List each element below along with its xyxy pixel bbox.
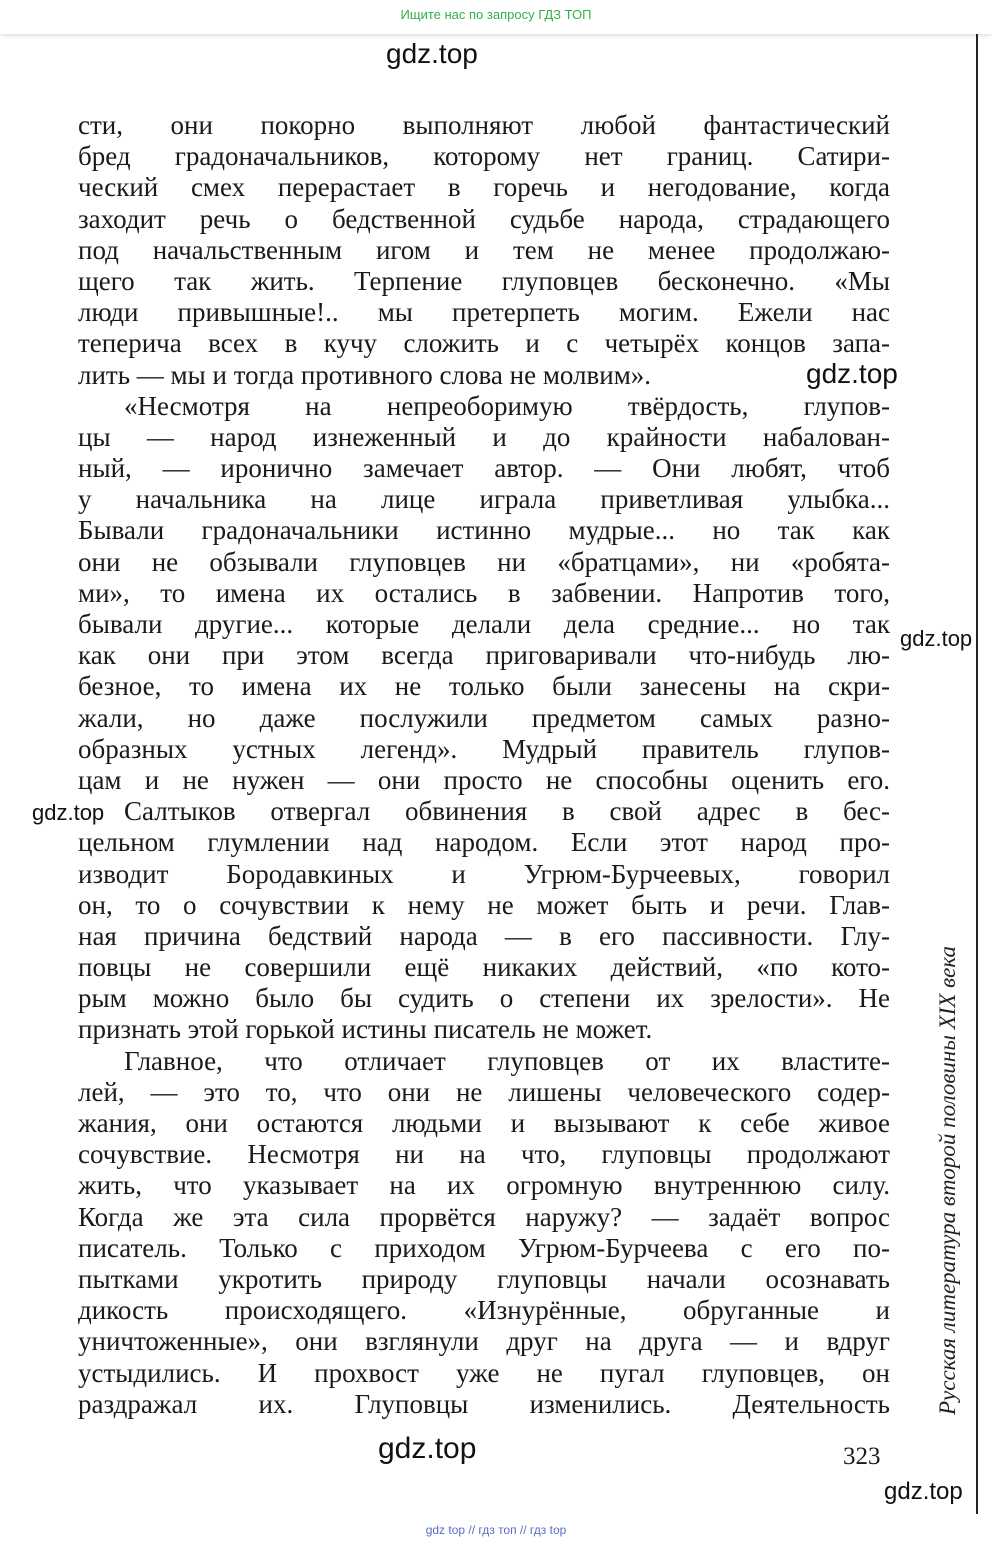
text-line: писатель. Только с приходом Угрюм-Бурчеева с его по-	[78, 1232, 890, 1263]
text-line: жания, они остаются людьми и вызывают к себе живое	[78, 1108, 890, 1138]
text-line: под начальственным игом и тем не менее продолжаю-	[78, 234, 890, 265]
text-line: Главное, что отличает глуповцев от их властите-	[124, 1045, 890, 1076]
text-line: цельном глумлении над народом. Если этот народ про-	[78, 827, 890, 858]
text-line: устыдились. И прохвост уже не пугал глуповцев, он	[78, 1357, 890, 1388]
text-line: ми», то имена их остались в забвении. Напротив того,	[78, 577, 890, 608]
text-line: они не обзывали глуповцев ни «братцами», ни «робята-	[78, 546, 890, 577]
text-line: жали, но даже послужили предметом самых разно-	[78, 702, 890, 733]
watermark-bottom: gdz.top	[378, 1432, 477, 1465]
watermark-inline: gdz.top	[806, 358, 898, 389]
text-line: люди привышные!.. мы претерпеть могим. Ежели нас	[78, 297, 890, 328]
text-line: как они при этом всегда приговаривали что-нибудь лю-	[78, 640, 890, 671]
text-line: цы — народ изнеженный и до крайности набалован-	[78, 421, 890, 452]
watermark-margin-right: gdz.top	[900, 626, 973, 651]
text-line: Бывали градоначальники истинно мудрые... но так как	[78, 515, 890, 546]
text-line: безное, то имена их не только были занесены на скри-	[78, 671, 890, 702]
top-banner	[0, 0, 992, 34]
text-line: теперича всех в кучу сложить и с четырёх концов запа-	[78, 328, 890, 359]
text-line: признать этой горькой истины писатель не может.	[78, 1014, 653, 1045]
page-number: 323	[843, 1443, 881, 1470]
text-line: он, то о сочувствии к нему не может быть и речи. Глав-	[78, 889, 890, 920]
text-line: дикость происходящего. «Изнурённые, обруганные и	[78, 1295, 890, 1326]
text-line: сочувствие. Несмотря ни на что, глуповцы продолжают	[78, 1139, 890, 1170]
text-line: жить, что указывает на их огромную внутреннюю силу.	[78, 1170, 890, 1201]
text-line: пытками укротить природу глуповцы начали осознавать	[78, 1263, 890, 1294]
footer-links[interactable]: gdz top // гдз топ // гдз top	[425, 1523, 567, 1537]
page-edge-rule	[976, 34, 978, 1514]
watermark-top: gdz.top	[386, 38, 478, 69]
text-line: у начальника на лице играла приветливая улыбка...	[78, 484, 890, 515]
search-hint-link[interactable]: Ищите нас по запросу ГДЗ ТОП	[400, 7, 592, 22]
text-line: рым можно было бы судить о степени их зрелости». Не	[78, 983, 890, 1014]
watermark-margin-left: gdz.top	[32, 800, 105, 825]
text-line: бред градоначальников, которому нет границ. Сатири-	[78, 141, 890, 172]
text-line: ная причина бедствий народа — в его пассивности. Глу-	[78, 920, 890, 951]
text-line: ческий смех перерастает в горечь и негодование, когда	[78, 172, 890, 203]
text-line: «Несмотря на непреоборимую твёрдость, глупов-	[124, 390, 890, 421]
text-line: щего так жить. Терпение глуповцев бесконечно. «Мы	[78, 265, 890, 296]
text-line: изводит Бородавкиных и Угрюм-Бурчеевых, говорил	[78, 858, 890, 889]
text-line: раздражал их. Глуповцы изменились. Деятельность	[78, 1388, 890, 1419]
text-line: образных устных легенд». Мудрый правитель глупов-	[78, 733, 890, 764]
text-line: бывали другие... которые делали дела средние... но так	[78, 609, 890, 639]
text-line: уничтоженные», они взглянули друг на друга — и вдруг	[78, 1326, 890, 1357]
text-line: ный, — иронично замечает автор. — Они любят, чтоб	[78, 453, 890, 484]
text-line: повцы не совершили ещё никаких действий, «по кото-	[78, 952, 890, 983]
text-line: Когда же эта сила прорвётся наружу? — задаёт вопрос	[78, 1201, 890, 1232]
text-line: Салтыков отвергал обвинения в свой адрес в бес-	[124, 796, 890, 827]
text-line: цам и не нужен — они просто не способны оценить его.	[78, 764, 890, 795]
body-text	[78, 110, 890, 1420]
running-section-title: Русская литература второй половины XIX века	[935, 945, 960, 1415]
watermark-corner: gdz.top	[884, 1478, 963, 1505]
text-line: сти, они покорно выполняют любой фантастический	[78, 110, 890, 140]
text-line: лей, — это то, что они не лишены человеческого содер-	[78, 1076, 890, 1107]
text-line: заходит речь о бедственной судьбе народа, страдающего	[78, 203, 890, 234]
text-line: лить — мы и тогда противного слова не молвим».	[78, 359, 652, 390]
